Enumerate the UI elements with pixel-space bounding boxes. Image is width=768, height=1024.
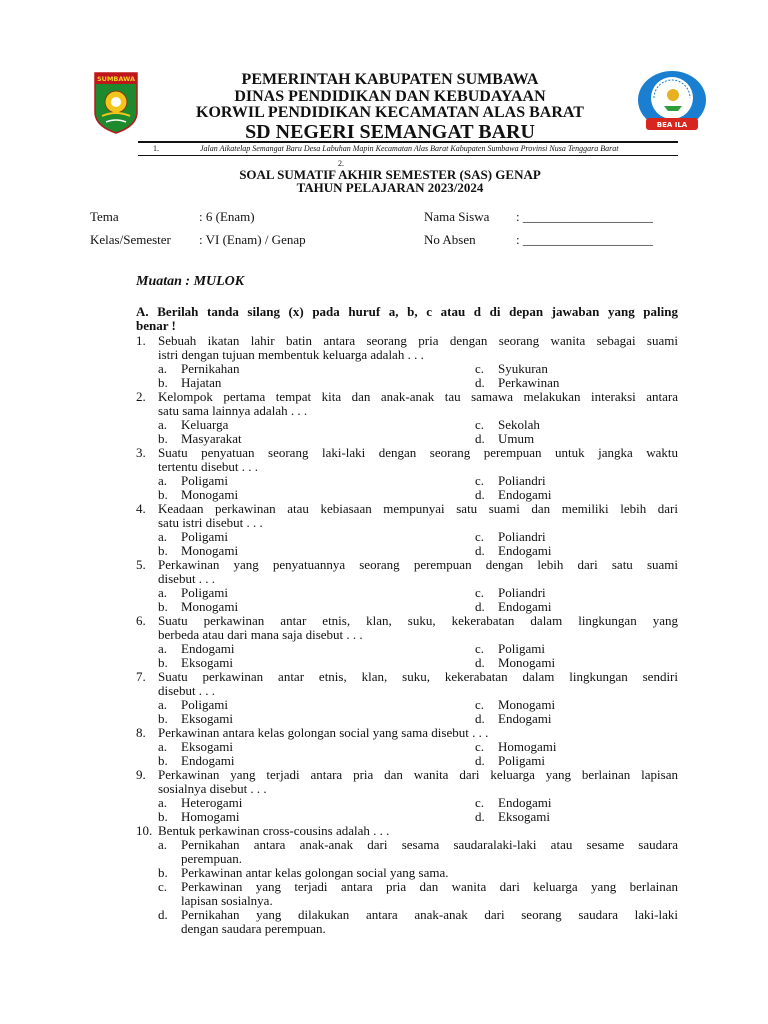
option-letter: d.: [475, 487, 485, 502]
question-text: sosialnya disebut . . .: [158, 781, 267, 796]
option-letter: a.: [158, 585, 168, 600]
option-letter: a.: [158, 361, 168, 376]
option-letter: b.: [158, 431, 168, 446]
option-text: Syukuran: [498, 361, 548, 376]
question-number: 2.: [136, 389, 146, 404]
option-text: Eksogami: [181, 655, 233, 670]
option-text: Keluarga: [181, 417, 229, 432]
tema-label: Tema: [90, 209, 119, 224]
option-letter: d.: [475, 599, 485, 614]
option-text: Endogami: [498, 795, 552, 810]
option-text: Homogami: [181, 809, 240, 824]
kelas-semester-value: : VI (Enam) / Genap: [199, 232, 306, 247]
option-text: Monogami: [498, 697, 556, 712]
option-text: Homogami: [498, 739, 557, 754]
header-line-1: PEMERINTAH KABUPATEN SUMBAWA: [241, 71, 539, 88]
option-text: Masyarakat: [181, 431, 242, 446]
header-line-2: DINAS PENDIDIKAN DAN KEBUDAYAAN: [234, 88, 546, 105]
option-letter: b.: [158, 375, 168, 390]
question-text: Perkawinan yang penyatuannya seorang perempuan dengan lebih dari satu suami: [158, 557, 678, 572]
option-letter: a.: [158, 417, 168, 432]
question-text: istri dengan tujuan membentuk keluarga adalah . . .: [158, 347, 424, 362]
question-text: disebut . . .: [158, 571, 216, 586]
option-letter: b.: [158, 543, 168, 558]
school-logo-label: BEA ILA: [656, 121, 688, 129]
option-text: Poligami: [181, 529, 228, 544]
option-letter: c.: [475, 795, 485, 810]
school-year: TAHUN PELAJARAN 2023/2024: [296, 180, 484, 195]
option-letter: c.: [475, 361, 485, 376]
option-letter: a.: [158, 641, 168, 656]
address-number: 1.: [153, 144, 159, 153]
option-letter: c.: [158, 879, 168, 894]
option-letter: a.: [158, 473, 168, 488]
option-letter: d.: [475, 753, 485, 768]
option-text: dengan saudara perempuan.: [181, 921, 326, 936]
option-letter: c.: [475, 473, 485, 488]
question-text: tertentu disebut . . .: [158, 459, 259, 474]
option-text: lapisan sosialnya.: [181, 893, 273, 908]
option-letter: c.: [475, 529, 485, 544]
option-letter: d.: [158, 907, 168, 922]
option-letter: d.: [475, 809, 485, 824]
option-letter: a.: [158, 697, 168, 712]
question-text: Sebuah ikatan lahir batin antara seorang pria dengan seorang wanita sebagai suami: [158, 333, 678, 348]
no-absen-field[interactable]: : ____________________: [516, 232, 653, 247]
option-text: Perkawinan yang terjadi antara pria dan wanita dari keluarga yang berlainan: [181, 879, 678, 894]
option-text: Endogami: [498, 543, 552, 558]
option-letter: a.: [158, 739, 168, 754]
option-text: Poligami: [181, 473, 228, 488]
question-text: satu istri disebut . . .: [158, 515, 263, 530]
option-text: Endogami: [498, 487, 552, 502]
option-text: Poligami: [498, 753, 545, 768]
option-letter: c.: [475, 739, 485, 754]
question-text: Keadaan perkawinan atau kebiasaan mempunyai satu suami dan memiliki lebih dari: [158, 501, 678, 516]
option-text: Hajatan: [181, 375, 222, 390]
question-text: Suatu perkawinan antar etnis, klan, suku, kekerabatan dalam lingkungan sendiri: [158, 669, 678, 684]
option-text: Poligami: [181, 697, 228, 712]
option-text: perempuan.: [181, 851, 243, 866]
option-text: Monogami: [181, 487, 239, 502]
question-number: 1.: [136, 333, 146, 348]
option-letter: c.: [475, 641, 485, 656]
kelas-semester-label: Kelas/Semester: [90, 232, 171, 247]
option-text: Pernikahan: [181, 361, 240, 376]
option-letter: b.: [158, 599, 168, 614]
option-text: Eksogami: [181, 711, 233, 726]
header-rule-bottom: [138, 155, 678, 156]
option-text: Eksogami: [181, 739, 233, 754]
nama-siswa-label: Nama Siswa: [424, 209, 490, 224]
question-text: Suatu perkawinan antar etnis, klan, suku, kekerabatan dalam lingkungan yang: [158, 613, 678, 628]
option-letter: a.: [158, 837, 168, 852]
option-text: Perkawinan antar kelas golongan social yang sama.: [181, 865, 449, 880]
sumbawa-emblem: [94, 72, 138, 134]
exam-title: SOAL SUMATIF AKHIR SEMESTER (SAS) GENAP: [239, 167, 541, 182]
option-letter: a.: [158, 529, 168, 544]
option-text: Eksogami: [498, 809, 550, 824]
option-letter: d.: [475, 543, 485, 558]
option-letter: b.: [158, 753, 168, 768]
option-text: Monogami: [498, 655, 556, 670]
option-letter: c.: [475, 417, 485, 432]
nama-siswa-field[interactable]: : ____________________: [516, 209, 653, 224]
option-text: Poliandri: [498, 585, 546, 600]
option-letter: b.: [158, 865, 168, 880]
option-letter: d.: [475, 431, 485, 446]
emblem-label: SUMBAWA: [96, 75, 136, 83]
option-text: Pernikahan yang dilakukan antara anak-anak dari seorang saudara laki-laki: [181, 907, 678, 922]
question-number: 7.: [136, 669, 146, 684]
question-number: 5.: [136, 557, 146, 572]
question-text: berbeda atau dari mana saja disebut . . .: [158, 627, 363, 642]
question-number: 9.: [136, 767, 146, 782]
option-letter: b.: [158, 711, 168, 726]
option-letter: b.: [158, 655, 168, 670]
instruction-line-2: benar !: [136, 318, 176, 333]
second-number: 2.: [338, 159, 344, 168]
option-text: Monogami: [181, 543, 239, 558]
option-text: Poliandri: [498, 529, 546, 544]
option-text: Endogami: [181, 641, 235, 656]
option-text: Sekolah: [498, 417, 540, 432]
question-text: disebut . . .: [158, 683, 216, 698]
option-letter: c.: [475, 697, 485, 712]
option-text: Poligami: [498, 641, 545, 656]
question-text: Bentuk perkawinan cross-cousins adalah . . .: [158, 823, 390, 838]
option-text: Endogami: [498, 599, 552, 614]
no-absen-label: No Absen: [424, 232, 476, 247]
option-text: Poliandri: [498, 473, 546, 488]
school-address: Jalan Aikatelap Semangat Baru Desa Labuhan Mapin Kecamatan Alas Barat Kabupaten Sumbawa Provinsi Nusa Tenggara Barat: [200, 144, 619, 153]
option-text: Heterogami: [181, 795, 243, 810]
question-number: 4.: [136, 501, 146, 516]
header-rule-top: [138, 141, 678, 143]
school-name: SD NEGERI SEMANGAT BARU: [245, 121, 535, 143]
option-letter: c.: [475, 585, 485, 600]
option-letter: d.: [475, 655, 485, 670]
question-number: 3.: [136, 445, 146, 460]
option-letter: d.: [475, 711, 485, 726]
option-text: Endogami: [181, 753, 235, 768]
question-text: Suatu penyatuan seorang laki-laki dengan seorang perempuan untuk jangka waktu: [158, 445, 678, 460]
option-text: Monogami: [181, 599, 239, 614]
option-text: Umum: [498, 431, 535, 446]
option-letter: a.: [158, 795, 168, 810]
header-line-3: KORWIL PENDIDIKAN KECAMATAN ALAS BARAT: [196, 104, 584, 121]
tema-value: : 6 (Enam): [199, 209, 255, 224]
question-number: 8.: [136, 725, 146, 740]
option-text: Poligami: [181, 585, 228, 600]
option-letter: b.: [158, 809, 168, 824]
question-number: 10.: [136, 823, 153, 838]
question-text: Kelompok pertama tempat kita dan anak-anak tau samawa melakukan interaksi antara: [158, 389, 678, 404]
option-text: Perkawinan: [498, 375, 560, 390]
question-text: Perkawinan antara kelas golongan social yang sama disebut . . .: [158, 725, 489, 740]
instruction-line-1: A. Berilah tanda silang (x) pada huruf a, b, c atau d di depan jawaban yang paling: [136, 304, 678, 319]
option-text: Pernikahan antara anak-anak dari sesama saudaralaki-laki atau sesame saudara: [181, 837, 678, 852]
school-logo: [636, 70, 708, 136]
question-text: satu sama lainnya adalah . . .: [158, 403, 308, 418]
option-letter: b.: [158, 487, 168, 502]
subject-heading: Muatan : MULOK: [136, 274, 245, 289]
question-number: 6.: [136, 613, 146, 628]
option-letter: d.: [475, 375, 485, 390]
option-text: Endogami: [498, 711, 552, 726]
question-text: Perkawinan yang terjadi antara pria dan wanita dari keluarga yang berlainan lapisan: [158, 767, 678, 782]
